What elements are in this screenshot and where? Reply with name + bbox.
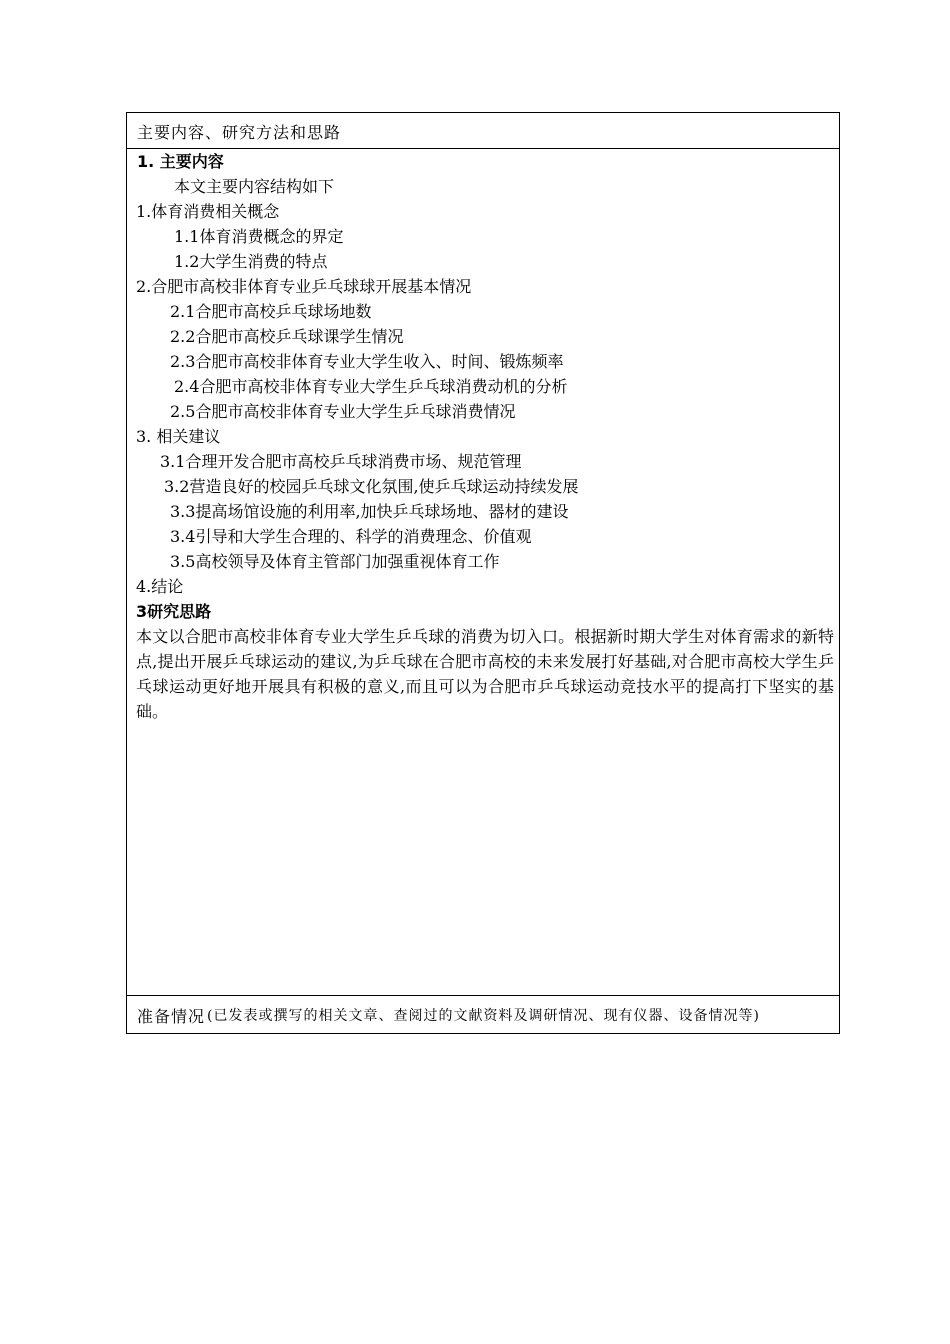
outline-item: 2.1合肥市高校乒乓球场地数	[170, 302, 372, 321]
footer-note: (已发表或撰写的相关文章、查阅过的文献资料及调研情况、现有仪器、设备情况等)	[207, 1008, 760, 1024]
outline-item: 2.合肥市高校非体育专业乒乓球球开展基本情况	[136, 277, 472, 296]
header-title: 主要内容、研究方法和思路	[137, 123, 342, 142]
section1-heading: 1. 主要内容	[137, 152, 224, 171]
outline-item: 2.4合肥市高校非体育专业大学生乒乓球消费动机的分析	[174, 377, 568, 396]
outline-item: 1.2大学生消费的特点	[174, 252, 328, 271]
outline-item: 3.5高校领导及体育主管部门加强重视体育工作	[170, 552, 500, 571]
proposal-table	[126, 112, 840, 1034]
outline-item: 3.1合理开发合肥市高校乒乓球消费市场、规范管理	[160, 452, 522, 471]
outline-item: 4.结论	[136, 577, 184, 596]
research-approach-paragraph: 本文以合肥市高校非体育专业大学生乒乓球的消费为切入口。根据新时期大学生对体育需求的新特点,提出开展乒乓球运动的建议,为乒乓球在合肥市高校的未来发展打好基础,对合肥市高校大学生乒乓球运动更好地开展具有积极的意义,而且可以为合肥市乒乓球运动竞技水平的提高打下坚实的基础。	[136, 627, 834, 721]
section3-heading: 3研究思路	[136, 602, 212, 621]
outline-item: 1.1体育消费概念的界定	[174, 227, 344, 246]
outline-item: 3.4引导和大学生合理的、科学的消费理念、价值观	[170, 527, 532, 546]
content-cell	[127, 149, 839, 995]
outline-item: 3.2营造良好的校园乒乓球文化氛围,使乒乓球运动持续发展	[164, 477, 579, 496]
outline-item: 2.2合肥市高校乒乓球课学生情况	[170, 327, 404, 346]
footer-label: 准备情况	[137, 1007, 206, 1026]
footer-row	[127, 995, 839, 1033]
intro-line: 本文主要内容结构如下	[174, 177, 335, 196]
header-row	[127, 113, 839, 149]
outline-item: 3. 相关建议	[136, 427, 221, 446]
outline-item: 2.3合肥市高校非体育专业大学生收入、时间、锻炼频率	[170, 352, 564, 371]
outline-item: 1.体育消费相关概念	[136, 202, 280, 221]
outline-item: 3.3提高场馆设施的利用率,加快乒乓球场地、器材的建设	[170, 502, 569, 521]
outline-item: 2.5合肥市高校非体育专业大学生乒乓球消费情况	[170, 402, 516, 421]
